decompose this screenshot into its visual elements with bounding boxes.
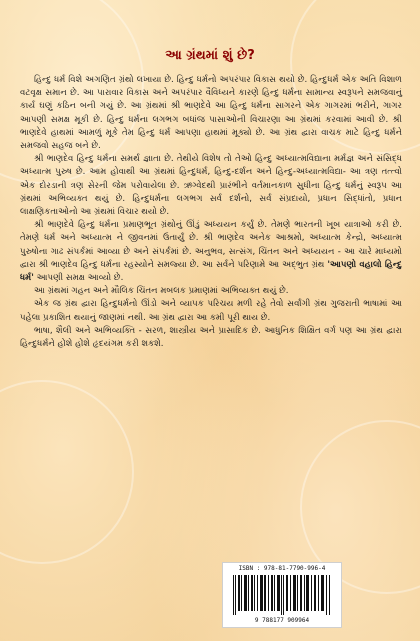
paragraph: એક જ ગ્રંથ દ્વારા હિન્દુધર્મનો ઊંડો અને વ્યાપક પરિચય મળી રહે તેવો સર્વાંગી ગ્રંથ ગુજરાતી ભાષામાં આ પહેલા પ્રકાશિત થયાનું જાણમાં નથી. આ ગ્રંથ દ્વારા આ કમી પૂરી થાય છે. xyxy=(20,299,402,323)
paragraph: આ ગ્રંથમાં ગહન અને મૌલિક ચિંતન મબલક પ્રમાણમાં અભિવ્યક્ત થયું છે. xyxy=(34,286,289,297)
barcode-number: 9 788177 909964 xyxy=(254,617,310,624)
paragraph xyxy=(20,219,402,285)
paragraph-text: શ્રી ભાણદેવે હિન્દુ ધર્મના પ્રમાણભૂત ગ્રંથોનું ઊંડું અધ્યયન કર્યું છે. તેમણે ભારતની ખૂબ યાત્રાઓ કરી છે. તેમણે ધર્મ અને અધ્યાત્મ ને જીવનમાં ઉતાર્યું છે. શ્રી ભાણદેવ અનેક આશ્રમો, અધ્યાત્મ કેન્દ્રો, અધ્યાત્મ પુરુષોના ગાઢ સંપર્કમાં આવ્યા છે અને સંપર્કમાં છે. અનુભવ, સત્સંગ, ચિંતન અને અધ્યયન - આ ચારે માધ્યમો દ્વારા શ્રી ભાણદેવ હિન્દુ ધર્મના રહસ્યોને સમજ્યા છે. આ સર્વને પરિણામે આ અદ્ભુત ગ્રંથ xyxy=(20,220,402,270)
barcode-label xyxy=(222,562,342,628)
paragraph-text: આપણી સમક્ષ આવ્યો છે. xyxy=(33,273,124,284)
blurb-text xyxy=(20,74,402,351)
decorative-circle xyxy=(0,380,134,564)
page-title: આ ગ્રંથમાં શું છે? xyxy=(165,48,255,63)
barcode-icon xyxy=(233,575,331,615)
paragraph: હિન્દુ ધર્મ વિશે અગણિત ગ્રંથો લખાયા છે. હિન્દુ ધર્મનો અપરંપાર વિકાસ થયો છે. હિન્દુધર્મ એક અતિ વિશાળ વટવૃક્ષ સમાન છે. આ પારાવાર વિકાસ અને અપરંપાર વૈવિધ્યને કારણે હિન્દુ ધર્મના સામાન્ય સ્વરૂપને સમજવાનું કાર્ય ઘણું કઠિન બની ગયું છે. આ ગ્રંથમાં શ્રી ભાણદેવે આ હિન્દુ ધર્મના સાગરને એક ગાગરમાં ભરીને, ગાગર આપણી સમક્ષ મૂકી છે. હિન્દુ ધર્મના લગભગ બધાંજ પાસાઓની વિચારણા આ ગ્રંથમાં કરવામાં આવી છે. શ્રી ભાણદેવે હાથમાં આમળું મૂકે તેમ હિન્દુ ધર્મ આપણા હાથમાં મૂક્યો છે. આ ગ્રંથ દ્વારા વાચક માટે હિન્દુ ધર્મને સમજવો સહજ બને છે. xyxy=(20,75,402,152)
book-title: 'આપણો વહાલો હિન્દુ ધર્મ' xyxy=(20,259,402,284)
paragraph: ભાષા, શૈલી અને અભિવ્યક્તિ - સરળ, શાસ્ત્રીય અને પ્રાસાદિક છે. આધુનિક શિક્ષિત વર્ગ પણ આ ગ્રંથ દ્વારા હિન્દુધર્મને હોંશે હોંશે હૃદયંગમ કરી શકશે. xyxy=(20,325,402,350)
isbn-text: ISBN : 978-81-7790-996-4 xyxy=(238,565,326,572)
paragraph: શ્રી ભાણદેવ હિન્દુ ધર્મના સમર્થ જ્ઞાતા છે. તેથીયે વિશેષ તો તેઓ હિન્દુ અધ્યાત્મવિદ્યાના મર્મજ્ઞ અને સંસિદ્ધ અધ્યાત્મ પુરુષ છે. આમ હોવાથી આ ગ્રંથમાં હિન્દુધર્મ, હિન્દુ-દર્શન અને હિન્દુ-અધ્યાત્મવિદ્યા- આ ત્રણ તત્ત્વો એક દોરડાની ત્રણ સેરની જેમ પરોવાયેલા છે. ઋગ્વેદથી પ્રારંભીને વર્તમાનકાળ સુધીના હિન્દુ ધર્મનું સ્વરૂપ આ ગ્રંથમાં અભિવ્યક્ત થયું છે. હિન્દુધર્મના લગભગ સર્વ દર્શનો, સર્વ સંપ્રદાયો, પ્રધાન સિદ્ધાંતો, પ્રધાન લાક્ષણિકતાઓનો આ ગ્રંથમાં વિચાર થયો છે. xyxy=(20,154,402,218)
